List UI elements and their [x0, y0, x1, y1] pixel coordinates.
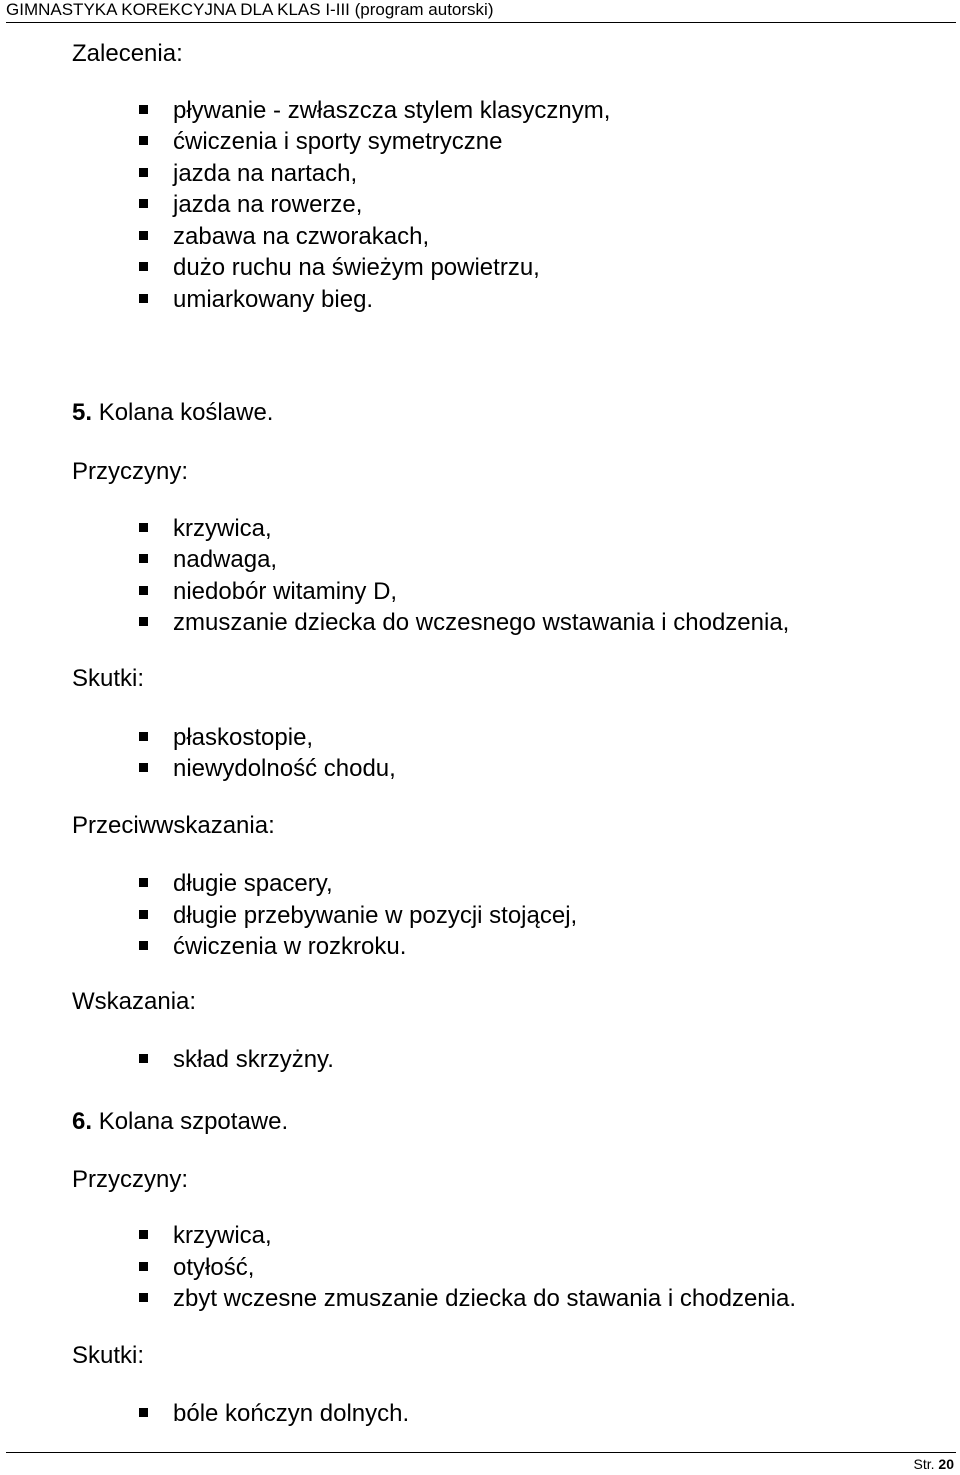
bullet-marker — [139, 231, 148, 240]
bullet-marker — [139, 105, 148, 114]
list-item: bóle kończyn dolnych. — [173, 1400, 410, 1427]
bullet-marker — [139, 878, 148, 887]
list-item: krzywica, — [173, 1222, 272, 1249]
list-item: zbyt wczesne zmuszanie dziecka do stawania i chodzenia. — [173, 1285, 796, 1312]
page-number: 20 — [938, 1456, 954, 1472]
list-item: płaskostopie, — [173, 724, 314, 751]
skutki-label: Skutki: — [72, 665, 145, 692]
list-item: skład skrzyżny. — [173, 1046, 334, 1073]
bullet-marker — [139, 168, 148, 177]
list-item: długie przebywanie w pozycji stojącej, — [173, 902, 578, 929]
przyczyny-label: Przyczyny: — [72, 1166, 189, 1193]
przyczyny-label: Przyczyny: — [72, 458, 189, 485]
przeciwwskazania-label: Przeciwwskazania: — [72, 812, 275, 839]
list-item: długie spacery, — [173, 870, 333, 897]
list-item: niewydolność chodu, — [173, 755, 396, 782]
bullet-marker — [139, 586, 148, 595]
bullet-marker — [139, 1293, 148, 1302]
list-item: krzywica, — [173, 515, 272, 542]
list-item: jazda na nartach, — [173, 160, 358, 187]
bullet-marker — [139, 941, 148, 950]
skutki-label: Skutki: — [72, 1342, 145, 1369]
section-number: 5. — [72, 399, 93, 426]
list-item: zabawa na czworakach, — [173, 223, 430, 250]
bullet-marker — [139, 136, 148, 145]
list-item: nadwaga, — [173, 546, 278, 573]
list-item: ćwiczenia w rozkroku. — [173, 933, 407, 960]
running-header: GIMNASTYKA KOREKCYJNA DLA KLAS I-III (program autorski) — [6, 0, 956, 23]
bullet-marker — [139, 554, 148, 563]
bullet-marker — [139, 732, 148, 741]
page-footer — [914, 1456, 954, 1472]
list-item: zmuszanie dziecka do wczesnego wstawania i chodzenia, — [173, 609, 790, 636]
bullet-marker — [139, 294, 148, 303]
bullet-marker — [139, 910, 148, 919]
bullet-marker — [139, 617, 148, 626]
bullet-marker — [139, 1054, 148, 1063]
bullet-marker — [139, 1408, 148, 1417]
bullet-marker — [139, 1230, 148, 1239]
list-item: pływanie - zwłaszcza stylem klasycznym, — [173, 97, 611, 124]
section-title: Kolana koślawe. — [98, 399, 274, 426]
list-item: niedobór witaminy D, — [173, 578, 398, 605]
wskazania-label: Wskazania: — [72, 988, 197, 1015]
page-prefix: Str. — [913, 1456, 935, 1472]
section-heading-6 — [72, 1108, 288, 1136]
list-item: umiarkowany bieg. — [173, 286, 374, 313]
list-item: dużo ruchu na świeżym powietrzu, — [173, 254, 540, 281]
bullet-marker — [139, 262, 148, 271]
section-number: 6. — [72, 1108, 93, 1135]
bullet-marker — [139, 763, 148, 772]
bullet-marker — [139, 523, 148, 532]
footer-divider — [6, 1452, 956, 1453]
zalecenia-label: Zalecenia: — [72, 40, 183, 67]
bullet-marker — [139, 199, 148, 208]
section-title: Kolana szpotawe. — [98, 1108, 289, 1135]
list-item: jazda na rowerze, — [173, 191, 363, 218]
list-item: otyłość, — [173, 1254, 255, 1281]
bullet-marker — [139, 1262, 148, 1271]
section-heading-5 — [72, 399, 273, 427]
list-item: ćwiczenia i sporty symetryczne — [173, 128, 503, 155]
